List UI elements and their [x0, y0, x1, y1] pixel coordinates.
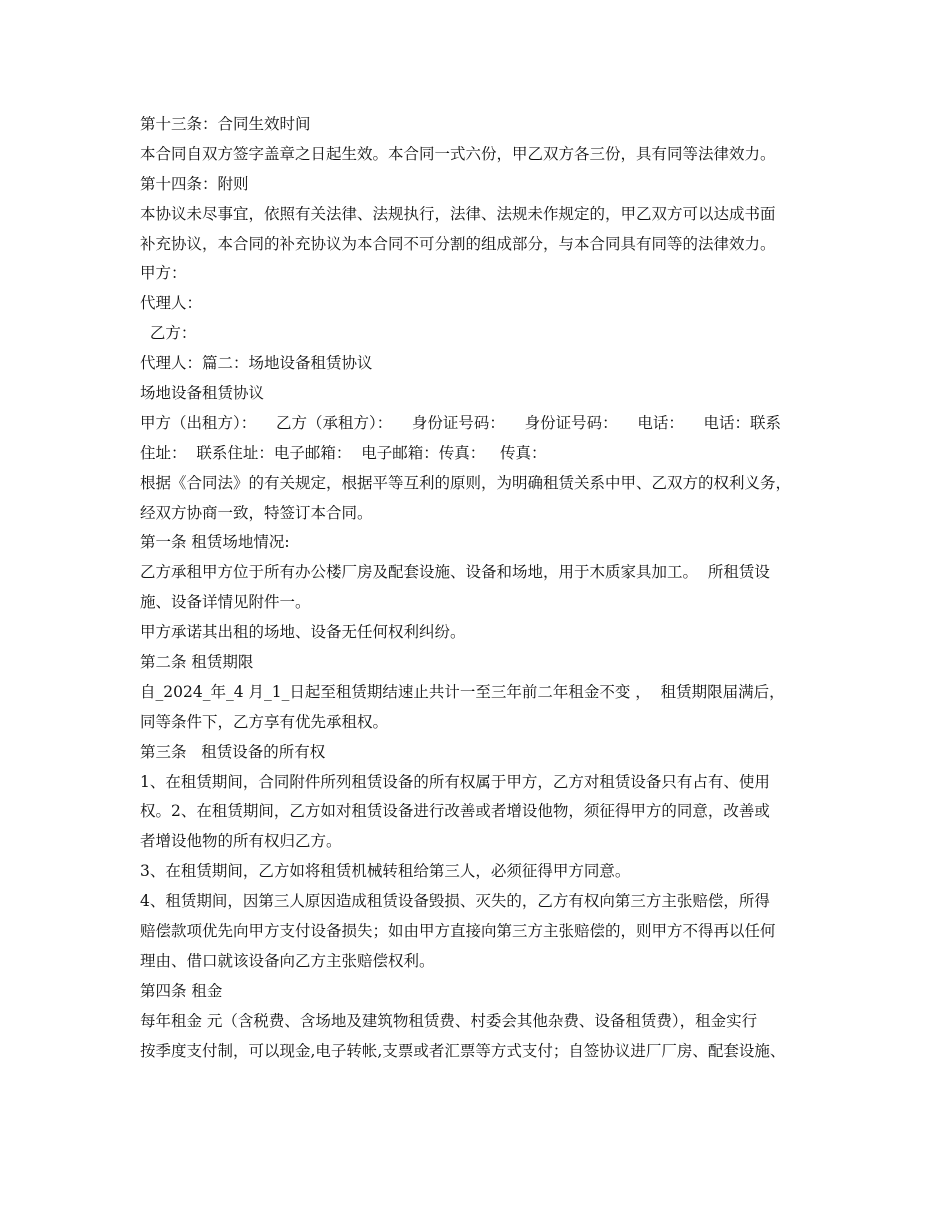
article-2-heading: 第二条 租赁期限 [140, 653, 254, 672]
article-14-heading: 第十四条：附则 [140, 174, 249, 193]
paragraph-line: 理由、借口就该设备向乙方主张赔偿权利。 [140, 951, 435, 970]
party-info-line: 住址： 联系住址：电子邮箱： 电子邮箱：传真： 传真： [140, 443, 547, 462]
paragraph-line: 本合同自双方签字盖章之日起生效。本合同一式六份，甲乙双方各三份，具有同等法律效力。 [140, 144, 776, 163]
party-info-line: 甲方（出租方）： 乙方（承租方）： 身份证号码： 身份证号码： 电话： 电话：联系 [140, 413, 782, 432]
paragraph-line: 赔偿款项优先向甲方支付设备损失；如由甲方直接向第三方主张赔偿的，则甲方不得再以任何 [140, 922, 776, 941]
paragraph-line: 4、租赁期间，因第三人原因造成租赁设备毁损、灭失的，乙方有权向第三方主张赔偿，所得 [140, 892, 770, 911]
paragraph-line: 根据《合同法》的有关规定，根据平等互利的原则，为明确租赁关系中甲、乙双方的权利义务， [140, 473, 792, 492]
paragraph-line: 本协议未尽事宜，依照有关法律、法规执行，法律、法规未作规定的，甲乙双方可以达成书面 [140, 204, 776, 223]
paragraph-line: 按季度支付制，可以现金,电子转帐,支票或者汇票等方式支付；自签协议进厂厂房、配套设施、 [140, 1041, 786, 1060]
paragraph-line: 每年租金 元（含税费、含场地及建筑物租赁费、村委会其他杂费、设备租赁费），租金实行 [140, 1011, 758, 1030]
article-3-heading: 第三条 租赁设备的所有权 [140, 742, 326, 761]
paragraph-line: 甲方承诺其出租的场地、设备无任何权利纠纷。 [140, 623, 466, 642]
agreement-title: 场地设备租赁协议 [140, 384, 265, 403]
document-body [140, 110, 820, 1067]
paragraph-line: 1、在租赁期间，合同附件所列租赁设备的所有权属于甲方，乙方对租赁设备只有占有、使用 [140, 772, 770, 791]
party-b-signature-line: 乙方： [140, 324, 197, 343]
paragraph-line: 者增设他物的所有权归乙方。 [140, 832, 342, 851]
agent-signature-line: 代理人：篇二：场地设备租赁协议 [140, 354, 373, 373]
paragraph-line: 自_2024_年_4 月_1_日起至租赁期结速止共计一至三年前二年租金不变 ， 租赁期限届满后， [140, 682, 785, 701]
article-4-heading: 第四条 租金 [140, 981, 223, 1000]
agent-signature-line: 代理人： [140, 294, 203, 313]
paragraph-line: 补充协议，本合同的补充协议为本合同不可分割的组成部分，与本合同具有同等的法律效力。 [140, 234, 776, 253]
paragraph-line: 3、在租赁期间，乙方如将租赁机械转租给第三人，必须征得甲方同意。 [140, 862, 631, 881]
paragraph-line: 乙方承租甲方位于所有办公楼厂房及配套设施、设备和场地，用于木质家具加工。 所租赁设 [140, 563, 770, 582]
article-13-heading: 第十三条：合同生效时间 [140, 115, 311, 133]
article-1-heading: 第一条 租赁场地情况: [140, 533, 290, 552]
paragraph-line: 施、设备详情见附件一。 [140, 593, 311, 612]
paragraph-line: 同等条件下，乙方享有优先承租权。 [140, 712, 389, 731]
paragraph-line: 权。2、在租赁期间，乙方如对租赁设备进行改善或者增设他物，须征得甲方的同意，改善或 [140, 802, 770, 821]
party-a-signature-line: 甲方： [140, 264, 187, 283]
paragraph-line: 经双方协商一致，特签订本合同。 [140, 503, 373, 522]
